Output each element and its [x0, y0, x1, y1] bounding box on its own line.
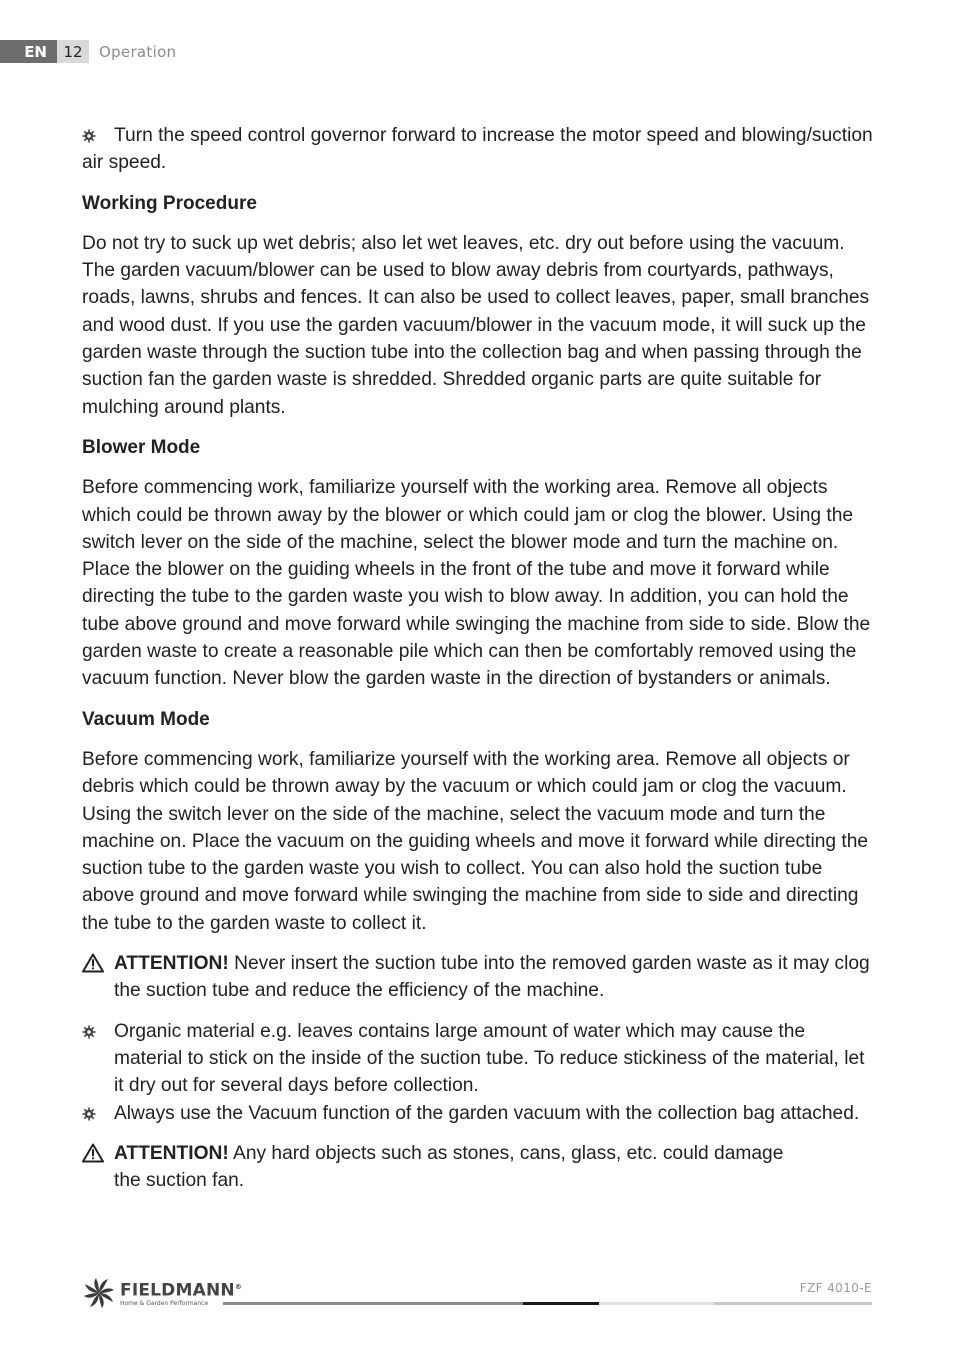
- page-number: 12: [57, 40, 89, 63]
- language-tab: EN: [0, 40, 57, 63]
- brand-logo: [82, 1276, 242, 1310]
- bullet-text: Turn the speed control governor forward to increase the motor speed and blowing/suction air speed.: [82, 125, 873, 174]
- list-item: [82, 122, 874, 177]
- list-item: [82, 1018, 874, 1100]
- list-item: [82, 1100, 874, 1127]
- paragraph: Before commencing work, familiarize yourself with the working area. Remove all objects which could be thrown away by the blower or which could jam or clog the blower. Using the switch lever on the side of the machine, select the blower mode and turn the machine on. Place the blower on the guiding wheels in the front of the tube and move it forward while directing the tube to the garden waste you wish to blow away. In addition, you can hold the tube above ground and move forward while swinging the machine from side to side. Blow the garden waste to create a reasonable pile which can then be comfortably removed using the vacuum function. Never blow the garden waste in the direction of bystanders or animals.: [82, 477, 871, 690]
- brand-tagline: Home & Garden Performance: [120, 1299, 209, 1307]
- model-number: FZF 4010-E: [799, 1281, 872, 1295]
- attention-label: ATTENTION!: [114, 1142, 229, 1164]
- bullet-icon: [82, 1025, 96, 1039]
- attention-label: ATTENTION!: [114, 953, 229, 975]
- footer-rule-dark: [523, 1302, 599, 1305]
- page-header: [0, 40, 176, 63]
- bullet-text: Always use the Vacuum function of the garden vacuum with the collection bag attached.: [114, 1102, 860, 1124]
- page-footer: [82, 1276, 872, 1316]
- footer-rule-light: [599, 1302, 714, 1305]
- attention-note: [82, 950, 874, 1005]
- registered-mark: ®: [234, 1283, 243, 1292]
- attention-text-line2: the suction fan.: [114, 1170, 245, 1192]
- attention-note: [82, 1140, 874, 1195]
- warning-triangle-icon: [82, 953, 104, 973]
- bullet-text: Organic material e.g. leaves contains large amount of water which may cause the material to stick on the inside of the suction tube. To reduce stickiness of the material, let it dry out for several days before collection.: [114, 1020, 865, 1097]
- footer-rule-gray: [223, 1302, 523, 1305]
- brand-name: FIELDMANN: [120, 1280, 235, 1301]
- bullet-icon: [82, 1107, 96, 1121]
- warning-triangle-icon: [82, 1143, 104, 1163]
- footer-rule-mid: [714, 1302, 872, 1305]
- section-heading: Working Procedure: [82, 192, 257, 214]
- section-heading: Vacuum Mode: [82, 708, 210, 730]
- paragraph: Before commencing work, familiarize yourself with the working area. Remove all objects or debris which could be thrown away by the vacuum or which could jam or clog the vacuum. Using the switch lever on the side of the machine, select the vacuum mode and turn the machine on. Place the vacuum on the guiding wheels and move it forward while directing the suction tube to the garden waste you wish to collect. You can also hold the suction tube above ground and move forward while swinging the machine from side to side and directing the tube to the garden waste to collect it.: [82, 748, 869, 934]
- attention-text: Never insert the suction tube into the removed garden waste as it may clog the suction tube and reduce the efficiency of the machine.: [114, 953, 870, 1002]
- fan-logo-icon: [82, 1276, 116, 1310]
- paragraph: Do not try to suck up wet debris; also let wet leaves, etc. dry out before using the vacuum. The garden vacuum/blower can be used to blow away debris from courtyards, pathways, roads, lawns, shrubs and fences. It can also be used to collect leaves, paper, small branches and wood dust. If you use the garden vacuum/blower in the vacuum mode, it will suck up the garden waste through the suction tube into the collection bag and when passing through the suction fan the garden waste is shredded. Shredded organic parts are quite suitable for mulching around plants.: [82, 232, 870, 418]
- bullet-icon: [82, 129, 96, 143]
- attention-text: Any hard objects such as stones, cans, glass, etc. could damage: [228, 1142, 784, 1164]
- section-heading: Blower Mode: [82, 436, 201, 458]
- section-title: Operation: [99, 42, 177, 61]
- document-body: [82, 122, 874, 1194]
